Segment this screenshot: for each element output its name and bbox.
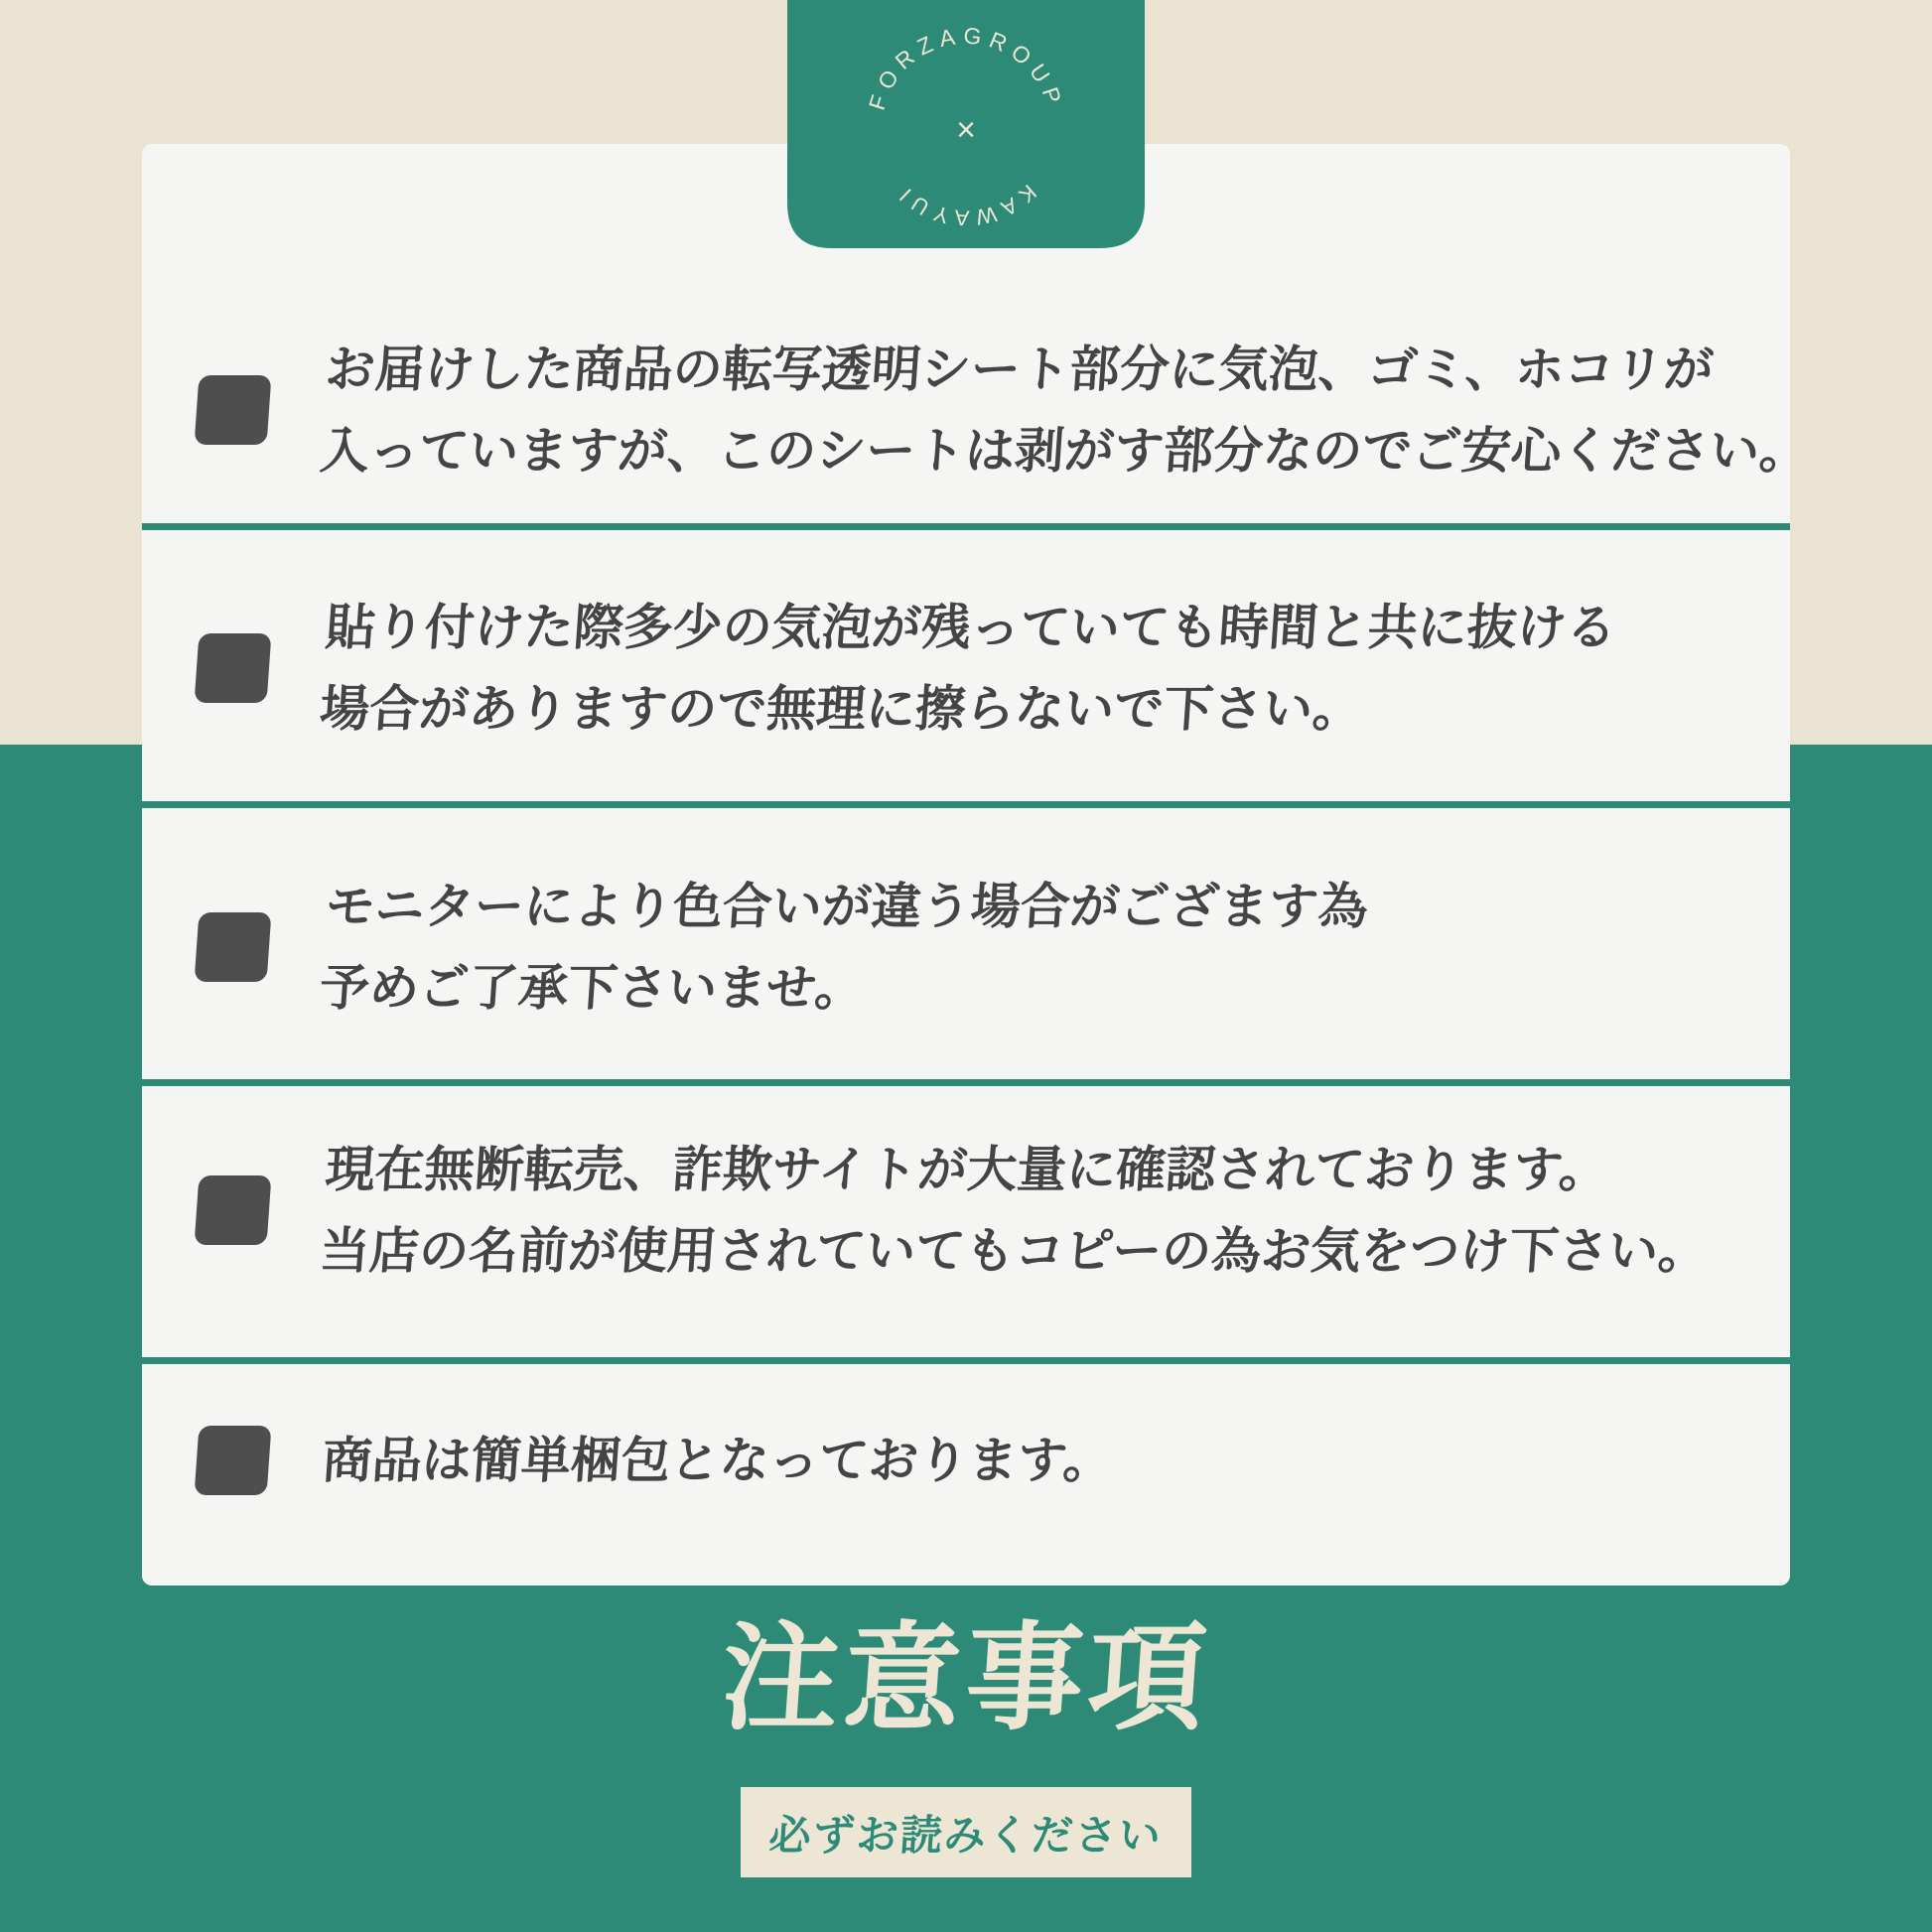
item-line: 入っていますが、このシートは剥がす部分なのでご安心ください。	[318, 423, 1812, 479]
notice-item	[191, 866, 1370, 1029]
logo-arc-text-top: FORZAGROUP	[863, 22, 1069, 113]
bullet-square-icon	[195, 1175, 272, 1245]
notice-item	[194, 1420, 1116, 1501]
brand-logo	[787, 0, 1145, 248]
logo-arc-text-bottom: KAWAYUI	[890, 179, 1041, 231]
logo-x-symbol: ×	[956, 111, 976, 149]
item-line: モニターにより色合いが違う場合がござます為	[323, 879, 1370, 934]
section-divider	[142, 1357, 1790, 1364]
item-line: 貼り付けた際多少の気泡が残っていても時間と共に抜ける	[323, 600, 1618, 655]
bullet-square-icon	[195, 633, 272, 703]
item-line: 商品は簡単梱包となっております。	[321, 1433, 1115, 1488]
bullet-square-icon	[195, 912, 272, 982]
section-divider	[142, 1079, 1790, 1086]
read-me-badge-label: 必ずお読みください	[767, 1811, 1165, 1859]
item-line: 現在無断転売、詐欺サイトが大量に確認されております。	[323, 1142, 1611, 1197]
item-text	[317, 1129, 1716, 1292]
item-line: お届けした商品の転写透明シート部分に気泡、ゴミ、ホコリが	[323, 342, 1716, 397]
section-divider	[142, 523, 1790, 530]
item-line: 場合がありますので無理に擦らないで下さい。	[318, 681, 1365, 737]
notice-card	[142, 144, 1812, 1586]
section-divider	[142, 801, 1790, 808]
bullet-square-icon	[195, 375, 272, 445]
notice-item	[191, 329, 1817, 491]
item-line: 予めご了承下さいませ。	[318, 960, 867, 1016]
notice-item	[191, 587, 1618, 750]
page-title: 注意事項	[717, 1613, 1215, 1744]
item-text	[317, 587, 1618, 750]
read-me-badge	[741, 1787, 1191, 1877]
item-text	[317, 866, 1370, 1029]
bullet-square-icon	[195, 1426, 272, 1495]
brand-logo-tab	[787, 0, 1145, 248]
item-text	[317, 329, 1817, 491]
item-text	[320, 1420, 1116, 1501]
notice-item	[191, 1129, 1716, 1292]
item-line: 当店の名前が使用されていてもコピーの為お気をつけ下さい。	[318, 1223, 1711, 1279]
